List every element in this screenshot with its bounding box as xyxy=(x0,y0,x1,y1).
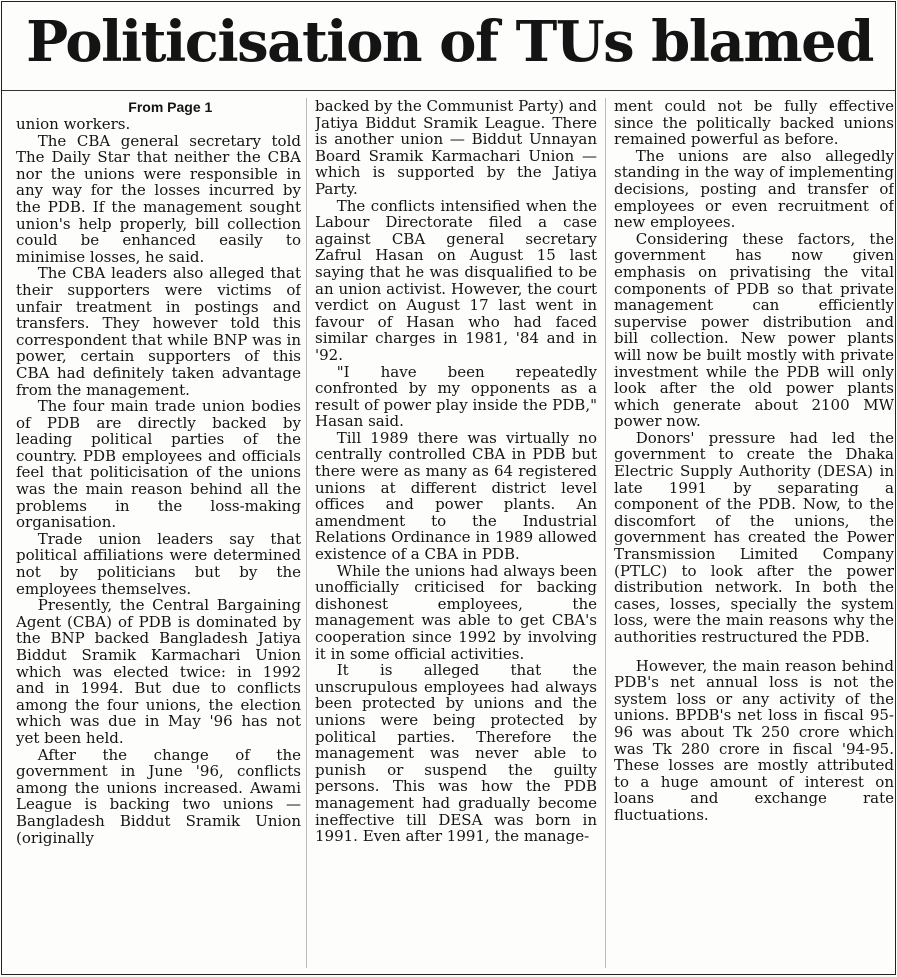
paragraph: Considering these factors, the government has now given emphasis on privatising the vital components of PDB so that private management can efficiently supervise power distribution and bill collection. New power plants will now be built mostly with private investment while the PDB will only look after the old power plants which generate about 2100 MW power now. xyxy=(614,229,894,431)
dateline: From Page 1 xyxy=(128,99,213,115)
paragraph: The unions are also allegedly standing in the way of implementing decisions, posting and transfer of employees or even recruitment of new employees. xyxy=(614,146,894,232)
article-column-3 xyxy=(614,98,894,972)
paragraph: However, the main reason behind PDB's net annual loss is not the system loss or any activity of the unions. BPDB's net loss in fiscal 95-96 was about Tk 250 crore which was Tk 280 crore in fiscal '94-95. These losses are mostly attributed to a huge amount of interest on loans and exchange rate fluctuations. xyxy=(614,656,894,824)
paragraph: After the change of the government in June '96, conflicts among the unions increased. Awami League is backing two unions — Bangladesh Biddut Sramik Union (originally xyxy=(16,745,301,847)
column-divider xyxy=(306,98,307,968)
column-divider xyxy=(605,98,606,968)
paragraph: "I have been repeatedly confronted by my opponents as a result of power play inside the PDB," Hasan said. xyxy=(315,362,597,431)
headline: Politicisation of TUs blamed xyxy=(26,9,873,75)
paragraph: Donors' pressure had led the government to create the Dhaka Electric Supply Authority (DESA) in late 1991 by separating a component of the PDB. Now, to the discomfort of the unions, the government has created the Power Transmission Limited Company (PTLC) to look after the power distribution network. In both the cases, losses, specially the system loss, were the main reasons why the authorities restructured the PDB. xyxy=(614,428,894,646)
article-column-2 xyxy=(315,98,597,972)
paragraph: The four main trade union bodies of PDB are directly backed by leading political parties of the country. PDB employees and officials feel that politicisation of the unions was the main reason behind all the problems in the loss-making organisation. xyxy=(16,397,301,532)
paragraph: ment could not be fully effective since the politically backed unions remained powerful as before. xyxy=(614,98,894,149)
paragraph: union workers. xyxy=(16,115,131,133)
paragraph: Trade union leaders say that political affiliations were determined not by politicians but by the employees themselves. xyxy=(16,529,301,598)
paragraph: The CBA leaders also alleged that their supporters were victims of unfair treatment in postings and transfers. They however told this correspondent that while BNP was in power, certain supporters of this CBA had definitely taken advantage from the management. xyxy=(16,264,301,399)
paragraph: While the unions had always been unofficially criticised for backing dishonest employees, the management was able to get CBA's cooperation since 1992 by involving it in some official activities. xyxy=(315,561,597,663)
article-column-1 xyxy=(16,98,301,972)
newspaper-clipping xyxy=(1,1,896,975)
headline-rule xyxy=(2,90,895,91)
paragraph: Till 1989 there was virtually no centrally controlled CBA in PDB but there were as many as 64 registered unions at different district level offices and power plants. An amendment to the Industrial Relations Ordinance in 1989 allowed existence of a CBA in PDB. xyxy=(315,428,597,564)
paragraph: Presently, the Central Bargaining Agent (CBA) of PDB is dominated by the BNP backed Bangladesh Jatiya Biddut Sramik Karmachari Union which was elected twice: in 1992 and in 1994. But due to conflicts among the four unions, the election which was due in May '96 has not yet been held. xyxy=(16,596,301,747)
paragraph: It is alleged that the unscrupulous employees had always been protected by unions and the unions were being protected by political parties. Therefore the management was never able to punish or suspend the guilty persons. This was how the PDB management had gradually become ineffective till DESA was born in 1991. Even after 1991, the manage- xyxy=(315,661,597,846)
paragraph: backed by the Communist Party) and Jatiya Biddut Sramik League. There is another union — Biddut Unnayan Board Sramik Karmachari Union — which is supported by the Jatiya Party. xyxy=(315,98,597,198)
paragraph: The CBA general secretary told The Daily Star that neither the CBA nor the unions were responsible in any way for the losses incurred by the PDB. If the management sought union's help properly, bill collection could be enhanced easily to minimise losses, he said. xyxy=(16,131,301,266)
spacer xyxy=(614,646,894,658)
paragraph: The conflicts intensified when the Labour Directorate filed a case against CBA general secretary Zafrul Hasan on August 15 last saying that he was disqualified to be an union activist. However, the court verdict on August 17 last went in favour of Hasan who had faced similar charges in 1981, '84 and in '92. xyxy=(315,196,597,364)
